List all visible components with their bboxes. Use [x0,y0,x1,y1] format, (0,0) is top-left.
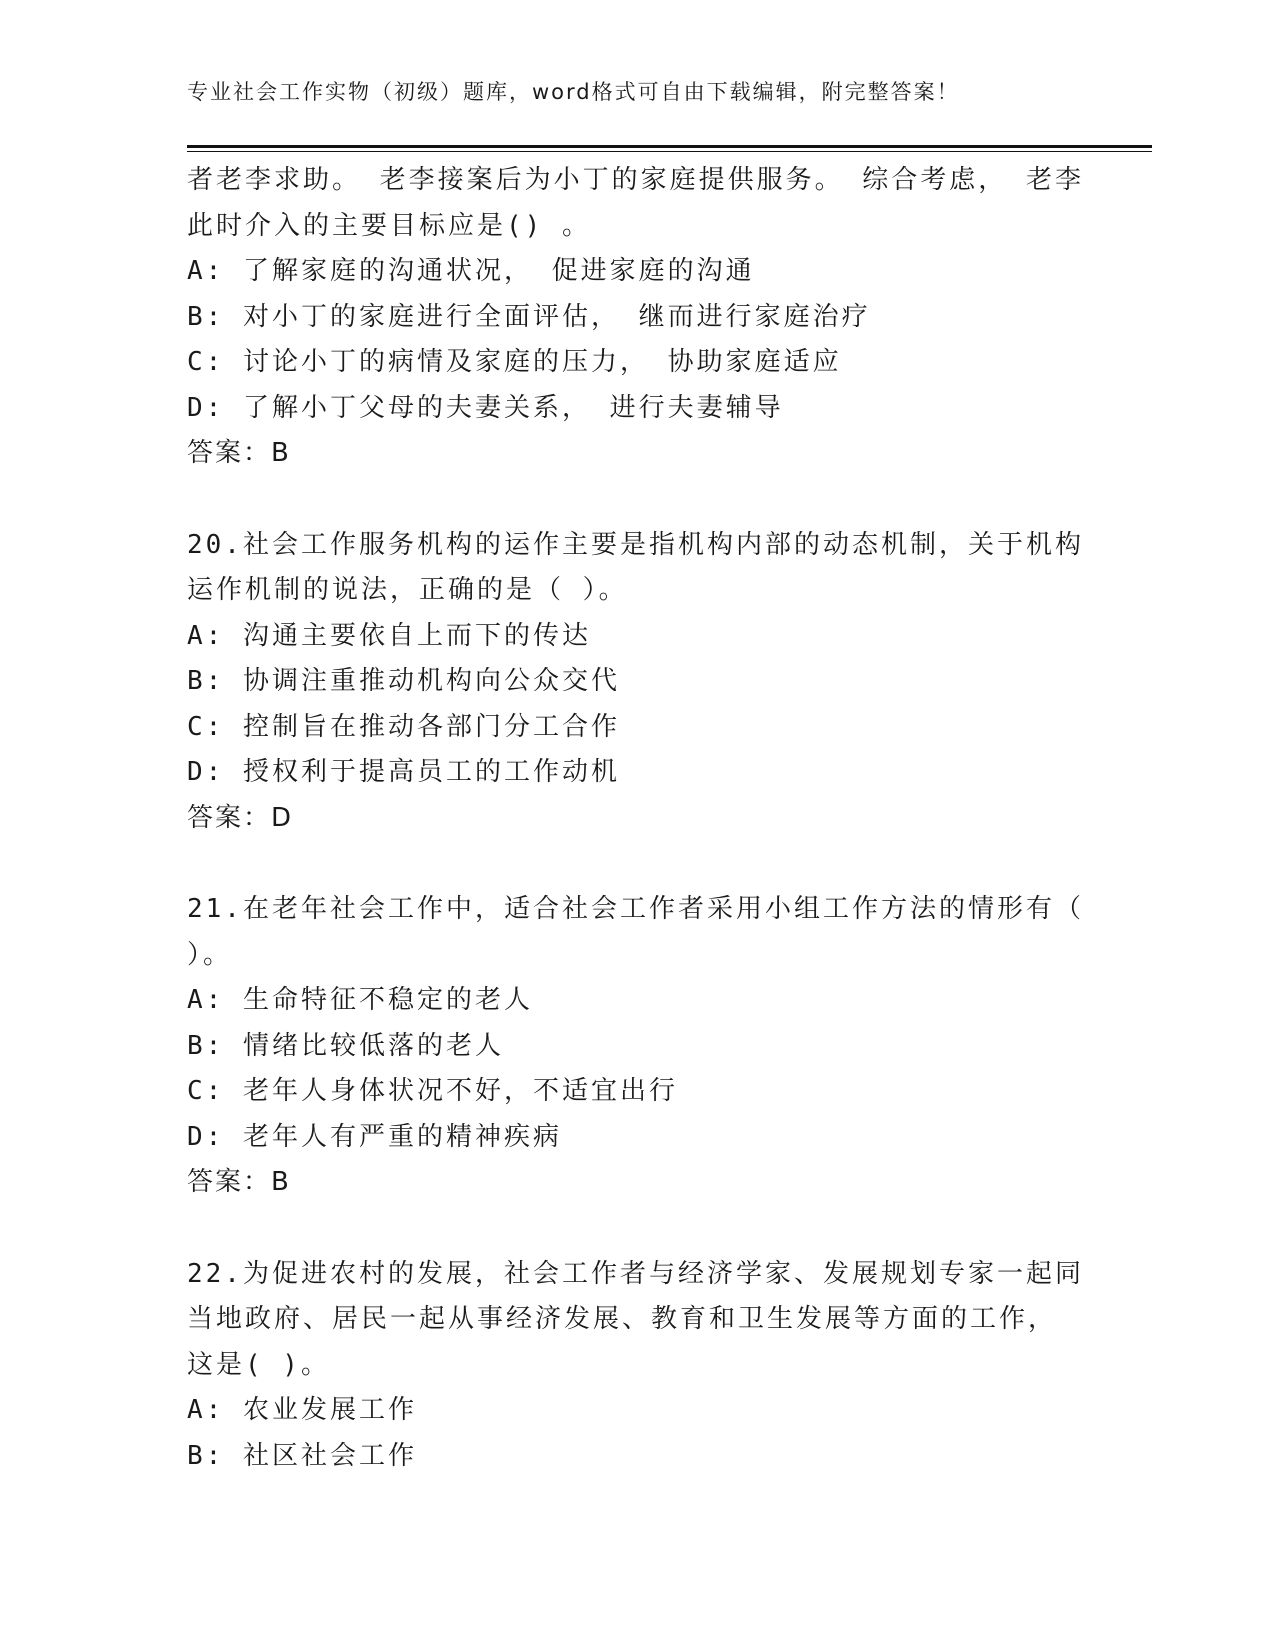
question-stem-line: 者老李求助。 老李接案后为小丁的家庭提供服务。 综合考虑， 老李 [187,165,1084,195]
question-stem-line: 运作机制的说法，正确的是（ ）。 [187,575,628,605]
option-a: A: 沟通主要依自上而下的传达 [187,620,591,651]
question-stem-line: 当地政府、居民一起从事经济发展、教育和卫生发展等方面的工作， [187,1304,1058,1334]
question-21 [187,887,1084,1206]
header-divider-thin [187,151,1152,152]
question-spacer [187,841,1067,887]
question-stem-line: 此时介入的主要目标应是() 。 [187,210,591,241]
option-a: A: 了解家庭的沟通状况， 促进家庭的沟通 [187,256,755,286]
option-b: B: 协调注重推动机构向公众交代 [187,666,620,696]
option-b: B: 社区社会工作 [187,1440,417,1471]
question-list [187,158,1084,1479]
question-spacer [187,477,1067,523]
question-spacer [187,1206,1067,1252]
question-stem-line: ）。 [187,939,233,970]
question-stem-line: 21.在老年社会工作中，适合社会工作者采用小组工作方法的情形有（ [187,894,1084,924]
question-stem-line: 22.为促进农村的发展，社会工作者与经济学家、发展规划专家一起同 [187,1258,1084,1289]
question-22 [187,1252,1084,1480]
page-header-title: 专业社会工作实物（初级）题库，word格式可自由下载编辑，附完整答案！ [187,80,960,104]
option-b: B: 对小丁的家庭进行全面评估， 继而进行家庭治疗 [187,301,871,332]
option-b: B: 情绪比较低落的老人 [187,1030,504,1061]
question-19 [187,158,1084,477]
question-stem-line: 这是( )。 [187,1349,330,1380]
question-20 [187,523,1084,842]
question-stem-line: 20.社会工作服务机构的运作主要是指机构内部的动态机制，关于机构 [187,529,1084,560]
answer-line: 答案：D [187,802,294,833]
option-a: A: 农业发展工作 [187,1395,417,1425]
header-divider-thick [187,145,1152,148]
answer-line: 答案：B [187,438,291,468]
option-c: C: 讨论小丁的病情及家庭的压力， 协助家庭适应 [187,347,842,377]
answer-line: 答案：B [187,1167,291,1197]
option-c: C: 老年人身体状况不好，不适宜出行 [187,1076,678,1106]
option-c: C: 控制旨在推动各部门分工合作 [187,711,620,742]
option-d: D: 了解小丁父母的夫妻关系， 进行夫妻辅导 [187,392,784,423]
option-a: A: 生命特征不稳定的老人 [187,985,533,1015]
option-d: D: 老年人有严重的精神疾病 [187,1121,562,1152]
option-d: D: 授权利于提高员工的工作动机 [187,757,620,787]
